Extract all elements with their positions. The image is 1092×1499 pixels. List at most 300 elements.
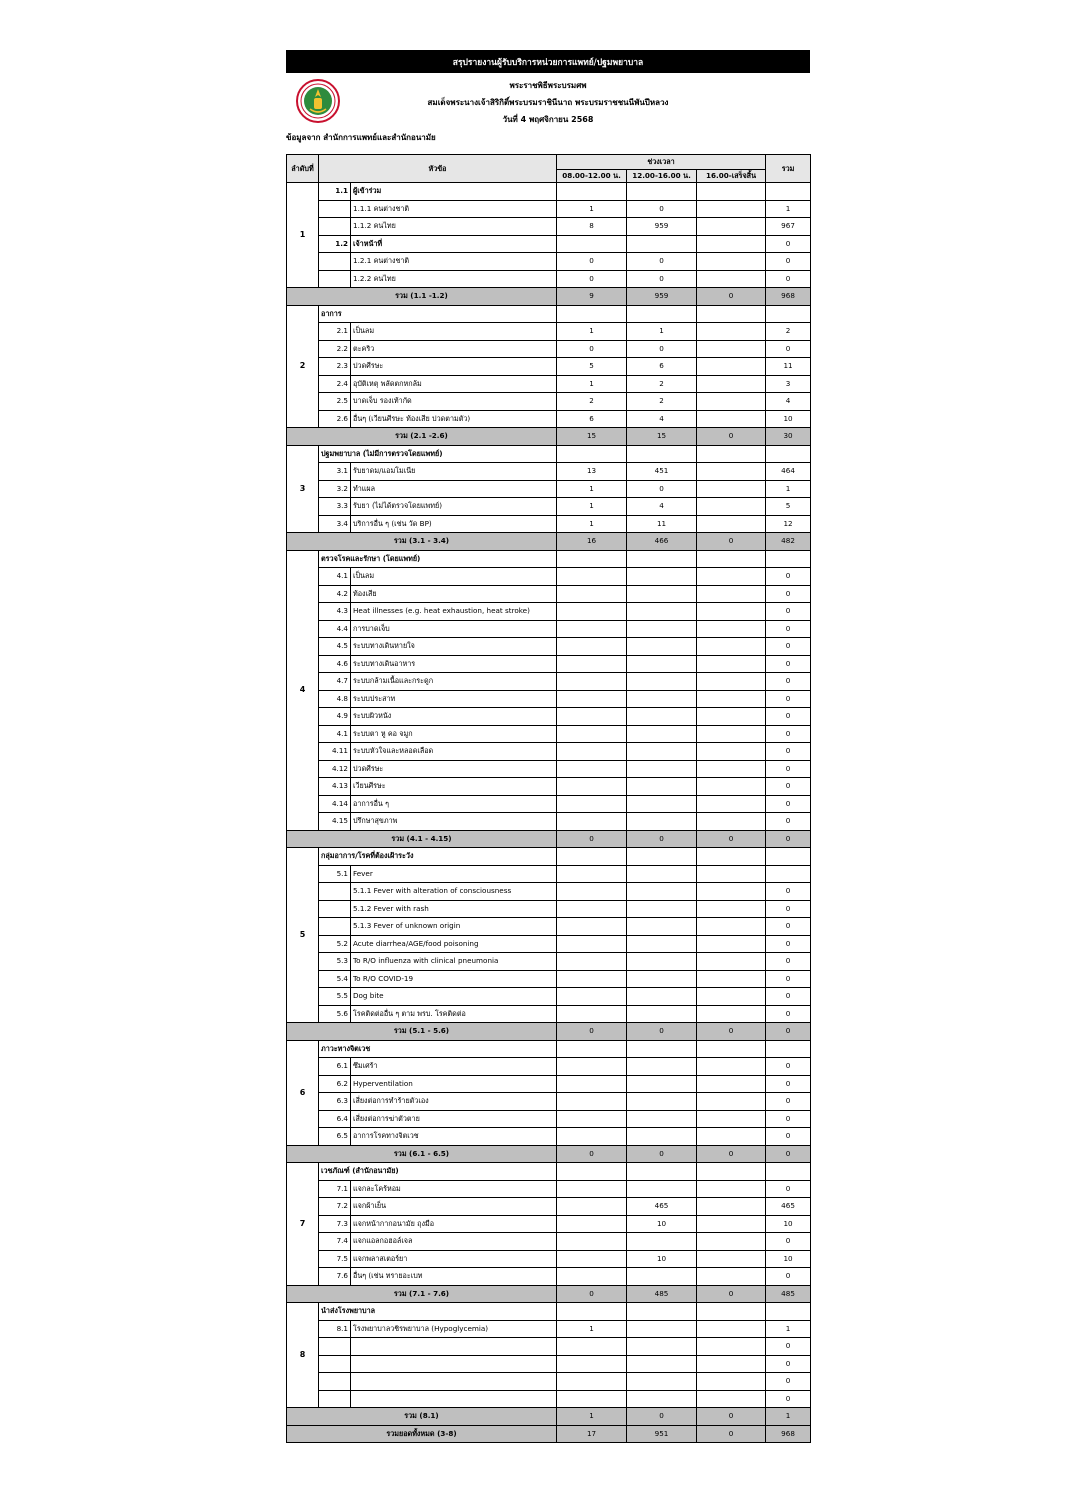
value-morning <box>557 620 627 638</box>
table-row <box>287 1355 811 1373</box>
item-label: แจกผ้าเย็น <box>351 1198 557 1216</box>
table-row <box>287 1075 811 1093</box>
section-number: 8 <box>287 1303 319 1408</box>
value-total: 0 <box>766 1058 811 1076</box>
value-afternoon <box>627 673 697 691</box>
table-row <box>287 1198 811 1216</box>
table-row <box>287 1058 811 1076</box>
value-afternoon: 1 <box>627 323 697 341</box>
value-afternoon <box>627 935 697 953</box>
value-morning <box>557 1268 627 1286</box>
value-morning <box>557 778 627 796</box>
table-row <box>287 638 811 656</box>
item-label: เป็นลม <box>351 568 557 586</box>
value-morning: 1 <box>557 1320 627 1338</box>
table-row <box>287 235 811 253</box>
item-code: 6.2 <box>319 1075 351 1093</box>
table-row <box>287 743 811 761</box>
value-morning <box>557 550 627 568</box>
value-morning <box>557 813 627 831</box>
item-label: เป็นลม <box>351 323 557 341</box>
item-code: 7.1 <box>319 1180 351 1198</box>
value-afternoon <box>627 445 697 463</box>
value-afternoon <box>627 568 697 586</box>
item-label: 1.2.1 คนต่างชาติ <box>351 253 557 271</box>
item-label: แจกแอลกอฮอล์เจล <box>351 1233 557 1251</box>
value-evening <box>697 1163 766 1181</box>
item-label: เสี่ยงต่อการทำร้ายตัวเอง <box>351 1093 557 1111</box>
value-evening <box>697 568 766 586</box>
value-total: 0 <box>766 585 811 603</box>
value-evening <box>697 725 766 743</box>
value-evening <box>697 655 766 673</box>
value-afternoon: 6 <box>627 358 697 376</box>
value-evening <box>697 235 766 253</box>
value-afternoon <box>627 1303 697 1321</box>
data-source: ข้อมูลจาก สำนักการแพทย์และสำนักอนามัย <box>286 133 436 142</box>
subtotal-row <box>287 1285 811 1303</box>
table-row <box>287 795 811 813</box>
value-evening <box>697 1303 766 1321</box>
value-evening <box>697 183 766 201</box>
value-morning <box>557 183 627 201</box>
subtotal-total: 968 <box>766 288 811 306</box>
value-total: 0 <box>766 778 811 796</box>
item-label: รับยาดม/แอมโมเนีย <box>351 463 557 481</box>
item-code: 3.3 <box>319 498 351 516</box>
value-afternoon <box>627 1268 697 1286</box>
value-total: 0 <box>766 725 811 743</box>
item-label <box>351 1373 557 1391</box>
value-afternoon: 0 <box>627 270 697 288</box>
value-morning <box>557 900 627 918</box>
value-total: 0 <box>766 813 811 831</box>
item-label: ระบบหัวใจและหลอดเลือด <box>351 743 557 761</box>
value-evening <box>697 673 766 691</box>
subtotal-morning: 15 <box>557 428 627 446</box>
item-code: 4.1 <box>319 568 351 586</box>
header-total: รวม <box>766 155 811 183</box>
value-morning <box>557 1180 627 1198</box>
section-heading: ตรวจโรคและรักษา (โดยแพทย์) <box>319 550 557 568</box>
item-label: ระบบประสาท <box>351 690 557 708</box>
table-row <box>287 1163 811 1181</box>
value-evening <box>697 1075 766 1093</box>
value-evening <box>697 480 766 498</box>
value-afternoon: 10 <box>627 1215 697 1233</box>
subtotal-label: รวม (4.1 - 4.15) <box>287 830 557 848</box>
value-total <box>766 1163 811 1181</box>
item-code: 5.5 <box>319 988 351 1006</box>
value-morning: 5 <box>557 358 627 376</box>
subtotal-afternoon: 466 <box>627 533 697 551</box>
value-total: 465 <box>766 1198 811 1216</box>
item-label: อาการอื่น ๆ <box>351 795 557 813</box>
subtotal-row <box>287 1023 811 1041</box>
value-evening <box>697 375 766 393</box>
table-row <box>287 568 811 586</box>
value-total: 0 <box>766 1355 811 1373</box>
value-total: 4 <box>766 393 811 411</box>
value-evening <box>697 340 766 358</box>
item-label: ระบบทางเดินอาหาร <box>351 655 557 673</box>
item-label: ซึมเศร้า <box>351 1058 557 1076</box>
value-morning <box>557 953 627 971</box>
value-afternoon <box>627 638 697 656</box>
value-total: 0 <box>766 235 811 253</box>
grand-total-afternoon: 951 <box>627 1425 697 1443</box>
item-code <box>319 883 351 901</box>
value-afternoon <box>627 235 697 253</box>
subtotal-total: 30 <box>766 428 811 446</box>
item-code: 6.1 <box>319 1058 351 1076</box>
value-evening <box>697 638 766 656</box>
value-morning <box>557 795 627 813</box>
table-row <box>287 410 811 428</box>
subtotal-afternoon: 485 <box>627 1285 697 1303</box>
section-number: 7 <box>287 1163 319 1286</box>
item-code: 1.1 <box>319 183 351 201</box>
value-morning <box>557 1373 627 1391</box>
value-total: 2 <box>766 323 811 341</box>
value-afternoon <box>627 918 697 936</box>
value-afternoon <box>627 1075 697 1093</box>
value-total <box>766 550 811 568</box>
value-afternoon <box>627 988 697 1006</box>
value-total: 0 <box>766 1110 811 1128</box>
value-morning <box>557 865 627 883</box>
header-topic: หัวข้อ <box>319 155 557 183</box>
item-code: 4.8 <box>319 690 351 708</box>
value-afternoon <box>627 813 697 831</box>
value-evening <box>697 253 766 271</box>
subtotal-label: รวม (2.1 -2.6) <box>287 428 557 446</box>
item-code: 3.4 <box>319 515 351 533</box>
value-evening <box>697 743 766 761</box>
table-row <box>287 1268 811 1286</box>
value-total: 0 <box>766 883 811 901</box>
value-afternoon <box>627 725 697 743</box>
value-morning <box>557 603 627 621</box>
item-label: ปวดศีรษะ <box>351 358 557 376</box>
subtotal-total: 1 <box>766 1408 811 1426</box>
table-row <box>287 1320 811 1338</box>
item-code: 5.6 <box>319 1005 351 1023</box>
value-morning <box>557 848 627 866</box>
item-label: Dog bite <box>351 988 557 1006</box>
item-label: รับยา (ไม่ได้ตรวจโดยแพทย์) <box>351 498 557 516</box>
item-label: Hyperventilation <box>351 1075 557 1093</box>
grand-total-label: รวมยอดทั้งหมด (3-8) <box>287 1425 557 1443</box>
item-label: 1.1.1 คนต่างชาติ <box>351 200 557 218</box>
item-code <box>319 1390 351 1408</box>
value-evening <box>697 1110 766 1128</box>
value-afternoon: 0 <box>627 253 697 271</box>
item-code: 4.5 <box>319 638 351 656</box>
subtotal-label: รวม (7.1 - 7.6) <box>287 1285 557 1303</box>
value-total: 0 <box>766 568 811 586</box>
value-morning: 2 <box>557 393 627 411</box>
value-afternoon <box>627 1163 697 1181</box>
value-total <box>766 305 811 323</box>
item-label: ระบบผิวหนัง <box>351 708 557 726</box>
subtotal-afternoon: 959 <box>627 288 697 306</box>
value-afternoon <box>627 1180 697 1198</box>
section-heading: ปฐมพยาบาล (ไม่มีการตรวจโดยแพทย์) <box>319 445 557 463</box>
item-label: Heat illnesses (e.g. heat exhaustion, heat stroke) <box>351 603 557 621</box>
item-label: บาดเจ็บ รองเท้ากัด <box>351 393 557 411</box>
value-evening <box>697 900 766 918</box>
value-morning <box>557 1338 627 1356</box>
subtotal-label: รวม (8.1) <box>287 1408 557 1426</box>
item-code: 6.5 <box>319 1128 351 1146</box>
subtotal-morning: 0 <box>557 830 627 848</box>
table-row <box>287 725 811 743</box>
item-label: อาการโรคทางจิตเวช <box>351 1128 557 1146</box>
section-number: 5 <box>287 848 319 1023</box>
table-row <box>287 463 811 481</box>
table-row <box>287 498 811 516</box>
value-afternoon: 10 <box>627 1250 697 1268</box>
value-evening <box>697 218 766 236</box>
value-total: 0 <box>766 708 811 726</box>
value-afternoon <box>627 970 697 988</box>
value-afternoon: 4 <box>627 498 697 516</box>
value-evening <box>697 1180 766 1198</box>
item-code: 7.3 <box>319 1215 351 1233</box>
value-evening <box>697 393 766 411</box>
item-code: 2.6 <box>319 410 351 428</box>
table-row <box>287 1110 811 1128</box>
value-evening <box>697 1128 766 1146</box>
table-row <box>287 673 811 691</box>
value-afternoon <box>627 1110 697 1128</box>
value-afternoon <box>627 585 697 603</box>
value-evening <box>697 1040 766 1058</box>
value-total: 0 <box>766 1075 811 1093</box>
subtotal-afternoon: 0 <box>627 830 697 848</box>
value-afternoon <box>627 1005 697 1023</box>
value-morning <box>557 1058 627 1076</box>
value-afternoon <box>627 1390 697 1408</box>
item-code: 8.1 <box>319 1320 351 1338</box>
value-afternoon: 2 <box>627 393 697 411</box>
value-morning: 0 <box>557 270 627 288</box>
value-morning <box>557 1233 627 1251</box>
value-evening <box>697 935 766 953</box>
value-total: 12 <box>766 515 811 533</box>
value-total: 1 <box>766 1320 811 1338</box>
item-code <box>319 200 351 218</box>
item-code: 7.4 <box>319 1233 351 1251</box>
item-label: อุบัติเหตุ พลัดตกหกล้ม <box>351 375 557 393</box>
table-row <box>287 253 811 271</box>
value-morning <box>557 1390 627 1408</box>
item-code: 4.2 <box>319 585 351 603</box>
item-code: 7.5 <box>319 1250 351 1268</box>
value-evening <box>697 1268 766 1286</box>
value-evening <box>697 515 766 533</box>
value-total: 0 <box>766 1005 811 1023</box>
value-total: 0 <box>766 935 811 953</box>
subtotal-evening: 0 <box>697 830 766 848</box>
table-row <box>287 1390 811 1408</box>
value-evening <box>697 970 766 988</box>
table-row <box>287 953 811 971</box>
item-code: 7.2 <box>319 1198 351 1216</box>
value-morning <box>557 655 627 673</box>
value-afternoon <box>627 655 697 673</box>
value-total: 0 <box>766 953 811 971</box>
subtotal-row <box>287 830 811 848</box>
value-evening <box>697 848 766 866</box>
value-evening <box>697 305 766 323</box>
item-code <box>319 218 351 236</box>
value-total: 11 <box>766 358 811 376</box>
value-afternoon <box>627 620 697 638</box>
value-total: 3 <box>766 375 811 393</box>
item-label: 5.1.3 Fever of unknown origin <box>351 918 557 936</box>
value-morning <box>557 585 627 603</box>
item-label: ท้องเสีย <box>351 585 557 603</box>
value-evening <box>697 988 766 1006</box>
value-morning <box>557 1005 627 1023</box>
header-period: ช่วงเวลา <box>557 155 766 170</box>
item-label: อื่นๆ (เช่น ทรายอะเบท <box>351 1268 557 1286</box>
value-morning: 13 <box>557 463 627 481</box>
value-afternoon <box>627 1355 697 1373</box>
section-heading: นำส่งโรงพยาบาล <box>319 1303 557 1321</box>
subtotal-afternoon: 0 <box>627 1408 697 1426</box>
value-afternoon <box>627 743 697 761</box>
value-afternoon <box>627 1373 697 1391</box>
table-row <box>287 358 811 376</box>
value-total: 0 <box>766 673 811 691</box>
value-morning <box>557 760 627 778</box>
table-row <box>287 620 811 638</box>
value-evening <box>697 865 766 883</box>
item-label: บริการอื่น ๆ (เช่น วัด BP) <box>351 515 557 533</box>
item-code <box>319 900 351 918</box>
table-row <box>287 760 811 778</box>
table-row <box>287 183 811 201</box>
value-evening <box>697 200 766 218</box>
value-evening <box>697 1250 766 1268</box>
value-total <box>766 445 811 463</box>
section-number: 4 <box>287 550 319 830</box>
value-evening <box>697 690 766 708</box>
table-row <box>287 270 811 288</box>
value-morning <box>557 970 627 988</box>
value-total: 0 <box>766 1338 811 1356</box>
value-total: 0 <box>766 638 811 656</box>
subtotal-evening: 0 <box>697 1285 766 1303</box>
table-row <box>287 778 811 796</box>
value-morning <box>557 1110 627 1128</box>
value-morning <box>557 235 627 253</box>
value-afternoon: 959 <box>627 218 697 236</box>
value-total <box>766 1040 811 1058</box>
value-total <box>766 848 811 866</box>
item-code: 2.1 <box>319 323 351 341</box>
value-evening <box>697 1355 766 1373</box>
grand-total-evening: 0 <box>697 1425 766 1443</box>
value-afternoon <box>627 848 697 866</box>
value-afternoon <box>627 1093 697 1111</box>
value-morning <box>557 935 627 953</box>
table-row <box>287 655 811 673</box>
item-label <box>351 1338 557 1356</box>
event-name: พระราชพิธีพระบรมศพ <box>509 81 587 90</box>
value-morning: 1 <box>557 480 627 498</box>
subtotal-evening: 0 <box>697 428 766 446</box>
value-evening <box>697 1093 766 1111</box>
table-row <box>287 708 811 726</box>
item-code: 2.4 <box>319 375 351 393</box>
value-total: 1 <box>766 480 811 498</box>
section-heading: กลุ่มอาการ/โรคที่ต้องเฝ้าระวัง <box>319 848 557 866</box>
item-label: เสี่ยงต่อการฆ่าตัวตาย <box>351 1110 557 1128</box>
table-row <box>287 1373 811 1391</box>
value-morning <box>557 445 627 463</box>
item-code: 4.12 <box>319 760 351 778</box>
value-evening <box>697 1338 766 1356</box>
table-row <box>287 603 811 621</box>
table-row <box>287 218 811 236</box>
item-code: 4.6 <box>319 655 351 673</box>
table-row <box>287 1303 811 1321</box>
value-evening <box>697 883 766 901</box>
value-afternoon <box>627 900 697 918</box>
report-subject: สมเด็จพระนางเจ้าสิริกิติ์พระบรมราชินีนาถ พระบรมราชชนนีพันปีหลวง <box>427 98 669 107</box>
value-total: 0 <box>766 1180 811 1198</box>
value-total: 0 <box>766 1233 811 1251</box>
grand-total-total: 968 <box>766 1425 811 1443</box>
report-title: สรุปรายงานผู้รับบริการหน่วยการแพทย์/ปฐมพยาบาล <box>286 50 810 73</box>
table-row <box>287 848 811 866</box>
value-morning <box>557 1075 627 1093</box>
subtotal-morning: 0 <box>557 1023 627 1041</box>
table-row <box>287 813 811 831</box>
value-afternoon <box>627 865 697 883</box>
value-evening <box>697 463 766 481</box>
subtotal-row <box>287 288 811 306</box>
value-afternoon <box>627 795 697 813</box>
value-evening <box>697 1320 766 1338</box>
item-label: ทำแผล <box>351 480 557 498</box>
value-evening <box>697 550 766 568</box>
value-morning: 0 <box>557 340 627 358</box>
item-code <box>319 918 351 936</box>
subtotal-evening: 0 <box>697 1023 766 1041</box>
item-label: แจกพลาสเตอร์ยา <box>351 1250 557 1268</box>
value-morning: 1 <box>557 375 627 393</box>
value-evening <box>697 1390 766 1408</box>
item-label: ระบบตา หู คอ จมูก <box>351 725 557 743</box>
subtotal-evening: 0 <box>697 533 766 551</box>
table-row <box>287 340 811 358</box>
value-total: 10 <box>766 410 811 428</box>
section-number: 6 <box>287 1040 319 1145</box>
value-morning <box>557 988 627 1006</box>
table-row <box>287 445 811 463</box>
table-row <box>287 480 811 498</box>
value-morning: 1 <box>557 515 627 533</box>
subtotal-label: รวม (1.1 -1.2) <box>287 288 557 306</box>
value-total <box>766 183 811 201</box>
item-code: 3.2 <box>319 480 351 498</box>
item-code <box>319 1355 351 1373</box>
